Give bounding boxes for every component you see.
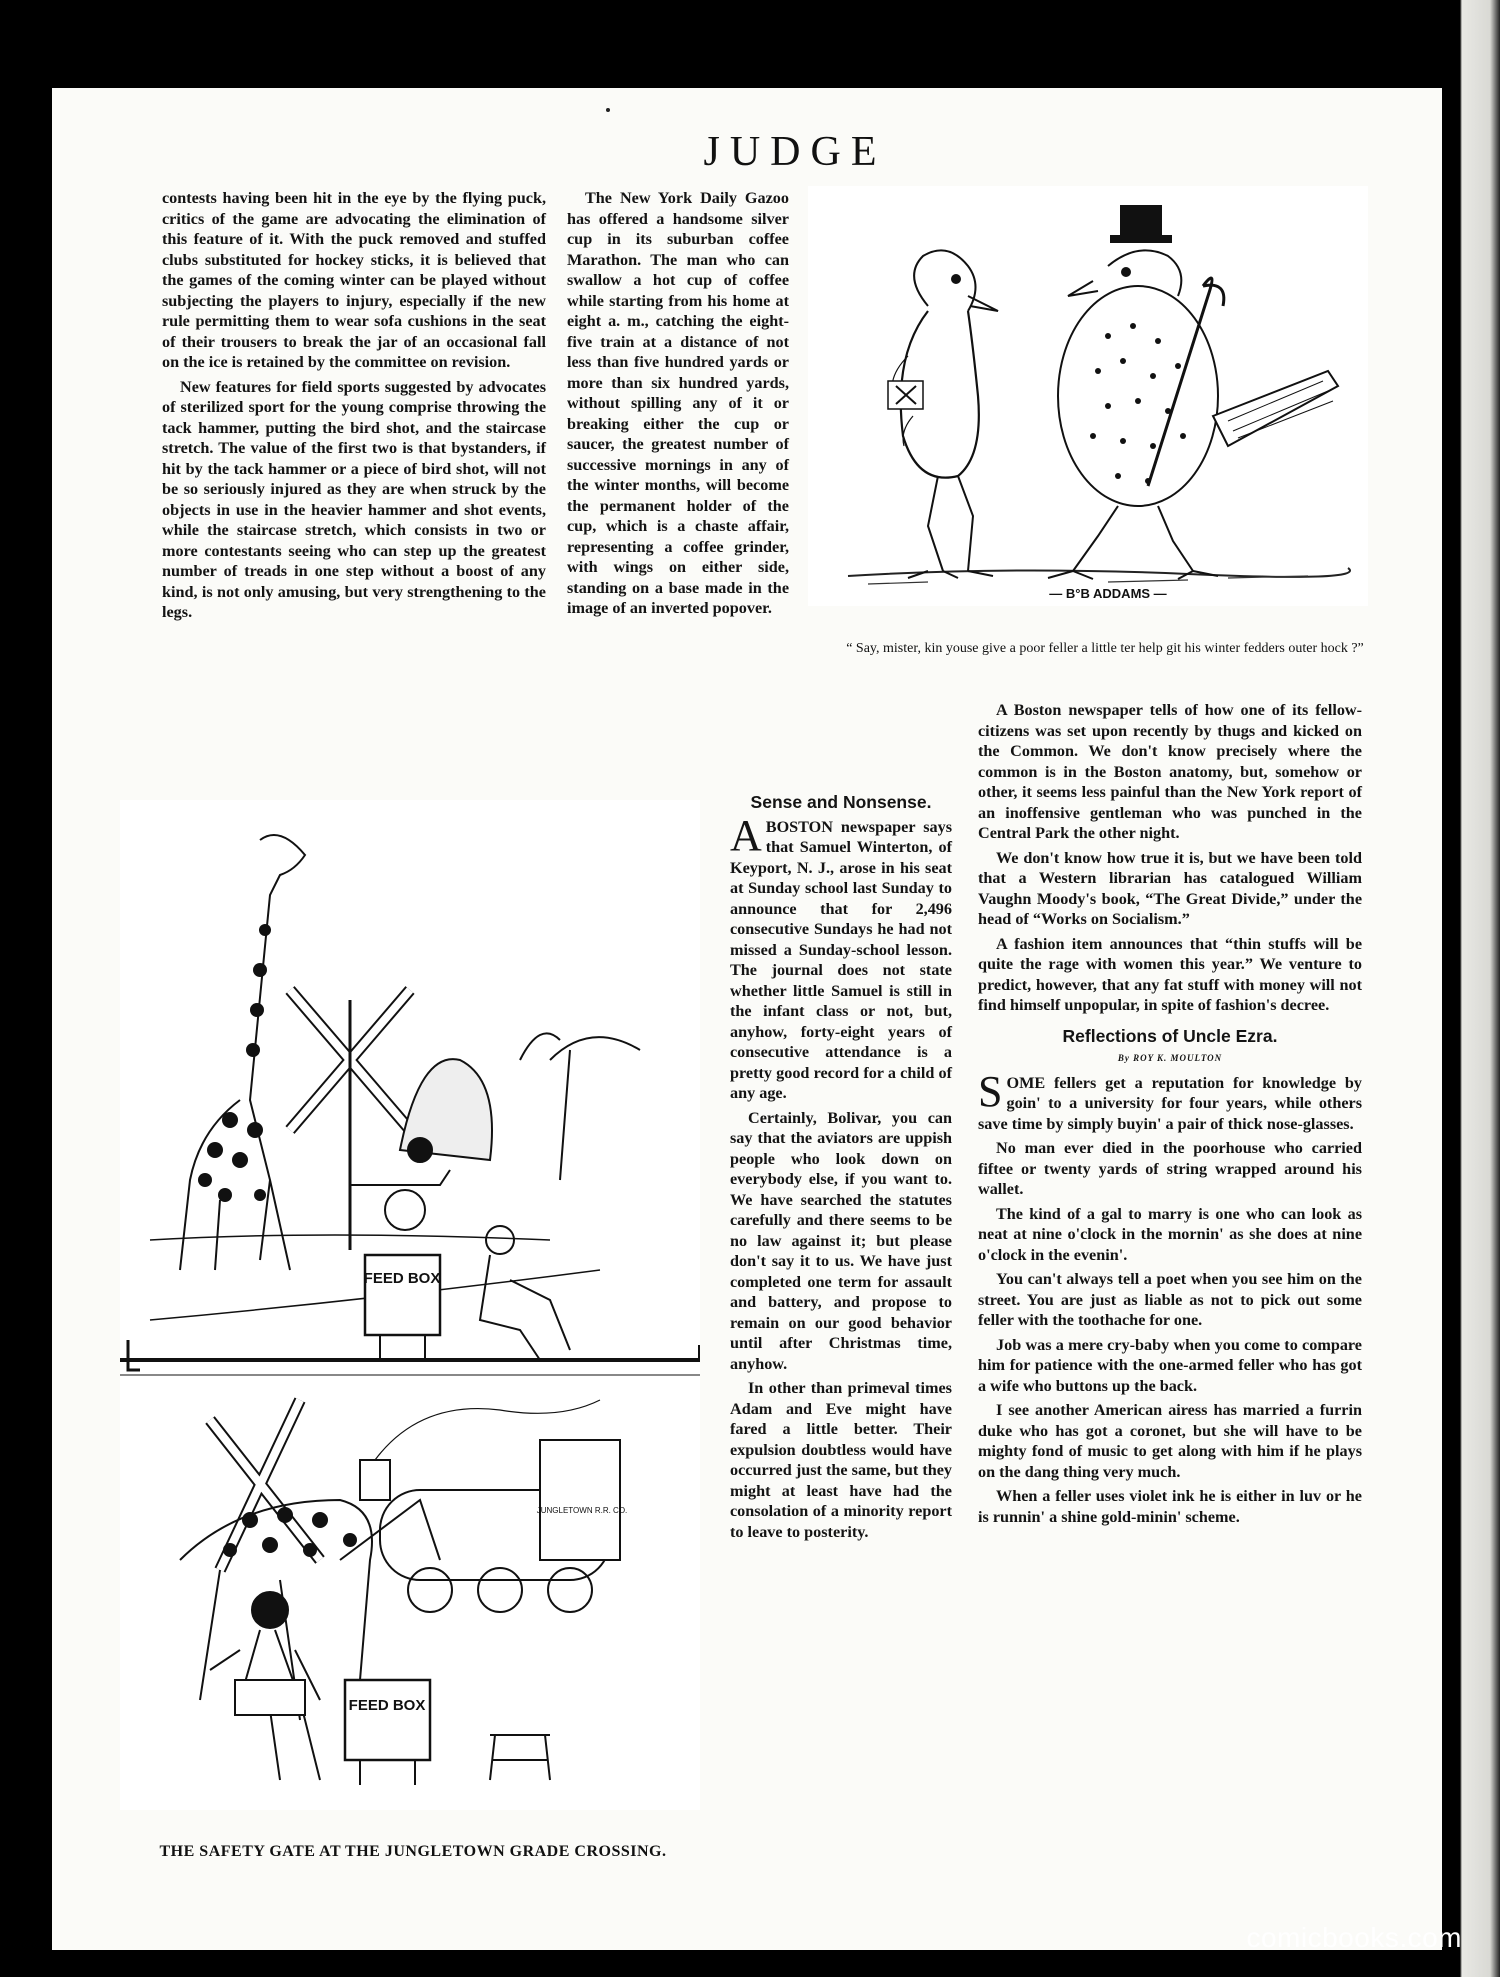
col1-paragraph-1: contests having been hit in the eye by the flying puck, critics of the game are advocating the elimination of this feature of it. With the puck removed and stuffed clubs substituted for hockey sticks, it is believed that the games of the coming winter can be played without subjecting the players to injury, especially if the new rule permitting them to wear sofa cushions in the seat of their trousers to break the jar of an occasional fall on the ice is retained by the committee on revision. (162, 189, 546, 371)
col3-paragraph-2: We don't know how true it is, but we have been told that a Western librarian has catalogued William Vaughn Moody's book, “The Great Divide,” under the head of “Works on Socialism.” (978, 848, 1362, 928)
col3-paragraph-3: A fashion item announces that “thin stuffs will be quite the rage with women this year.” We venture to predict, however, that any fat stuff with money will not find himself unpopular, in spite of fashion's decree. (978, 934, 1362, 1014)
adjacent-page-edge (1450, 0, 1500, 1977)
col1-paragraph-2: New features for field sports suggested by advocates of sterilized sport for the young comprise throwing the tack hammer, putting the bird shot, and the staircase stretch. The value of the first two is that bystanders, if hit by the tack hammer or a piece of bird shot, will not be so seriously injured as they are when struck by the objects in use in the heavier hammer and shot events, while the staircase stretch, which consists in two or more contestants seeing who can step up the greatest number of treads in one step without a boost of any kind, is not only amusing, but very strengthening to the legs. (162, 377, 546, 621)
uncle-ezra-byline: By ROY K. MOULTON (1117, 1053, 1223, 1063)
coffee-marathon-paragraph: The New York Daily Gazoo has offered a handsome silver cup in its suburban coffee Marathon. The man who can swallow a hot cup of coffee while starting from his home at eight a. m., catching the eight-five train at a distance of not less than five hundred yards or more than six hundred yards, without spilling any of it or breaking either the cup or saucer, the greatest number of successive mornings in any of the winter months, will become the permanent holder of the cup, which is a chaste affair, representing a coffee grinder, with wings on either side, standing on a base made in the image of an inverted popover. (567, 189, 789, 617)
ezra-paragraph-6: I see another American airess has married a furrin duke who has got a coronet, but she will have to be mighty fond of music to get along with him if he plays on the dang thing very much. (978, 1401, 1362, 1481)
birds-cartoon-caption: “ Say, mister, kin youse give a poor feller a little ter help git his winter fedders outer hock ?” (846, 641, 1364, 656)
ezra-paragraph-2: No man ever died in the poorhouse who carried fiftee or twenty yards of string wrapped around his wallet. (978, 1139, 1362, 1198)
column-2-top (567, 188, 789, 619)
ezra-dropcap: S (978, 1066, 1003, 1116)
giraffe-cartoon (120, 800, 700, 1810)
ezra-paragraph-5: Job was a mere cry-baby when you come to compare him for patience with the one-armed feller who has got a wife who buttons up the back. (978, 1335, 1362, 1395)
watermark-text: comicbooks.com (1246, 1922, 1462, 1953)
ezra-paragraph-3: The kind of a gal to marry is one who can look as neat at nine o'clock in the mornin' as she does at nine o'clock in the evenin'. (978, 1204, 1362, 1264)
birds-cartoon-signature: — B°B ADDAMS — (1049, 586, 1167, 601)
train-lettering: JUNGLETOWN R.R. CO. (536, 1506, 628, 1515)
sense-dropcap: A (730, 810, 762, 860)
column-3 (978, 700, 1362, 1531)
uncle-ezra-heading: Reflections of Uncle Ezra. (1062, 1025, 1278, 1046)
sense-paragraph-3: In other than primeval times Adam and Eve might have fared a little better. Their expulsion doubtless would have occurred just the same, but they might at least have had the consolation of a minority report to leave to posterity. (730, 1379, 952, 1541)
ezra-paragraph-7: When a feller uses violet ink he is either in luv or he is runnin' a shine gold-minin' scheme. (978, 1487, 1362, 1526)
col3-paragraph-1: A Boston newspaper tells of how one of its fellow-citizens was set upon recently by thugs and kicked on the Common. We don't know precisely where the common is in the Boston anatomy, but, somehow or other, it seems less painful than the New York report of an inoffensive gentleman who was punched in the Central Park the other night. (978, 701, 1362, 842)
sense-paragraph-1: BOSTON newspaper says that Samuel Winterton, of Keyport, N. J., arose in his seat at Sunday school last Sunday to announce that for 2,496 consecutive Sundays he had not missed a Sunday-school lesson. The journal does not state whether little Samuel is still in the infant class or not, but, anyhow, forty-eight years of consecutive attendance is a pretty good record for a child of any age. (730, 817, 952, 1102)
birds-cartoon (808, 186, 1368, 606)
column-1 (162, 188, 546, 627)
feed-box-label-top: FEED BOX (363, 1270, 441, 1287)
masthead-title: JUDGE (703, 129, 887, 175)
ezra-paragraph-1: OME fellers get a reputation for knowledge by goin' to a university for four years, while others save time by simply buyin' a pair of thick nose-glasses. (978, 1073, 1362, 1133)
sense-paragraph-2: Certainly, Bolivar, you can say that the aviators are uppish people who look down on everybody else, if you want to. We have searched the statutes carefully and there seems to be no law against it; but please don't say it to us. We have just completed one term for assault and battery, and propose to remain on our good behavior until after Christmas time, anyhow. (730, 1108, 952, 1373)
ezra-paragraph-4: You can't always tell a poet when you see him on the street. You are just as liable as not to pick out some feller with the toothache for one. (978, 1270, 1362, 1329)
page-mark (606, 108, 610, 112)
sense-and-nonsense-column (730, 792, 952, 1546)
feed-box-label-bottom: FEED BOX (348, 1697, 426, 1714)
sense-and-nonsense-heading: Sense and Nonsense. (750, 792, 932, 812)
giraffe-cartoon-caption: THE SAFETY GATE AT THE JUNGLETOWN GRADE CROSSING. (159, 1843, 667, 1860)
